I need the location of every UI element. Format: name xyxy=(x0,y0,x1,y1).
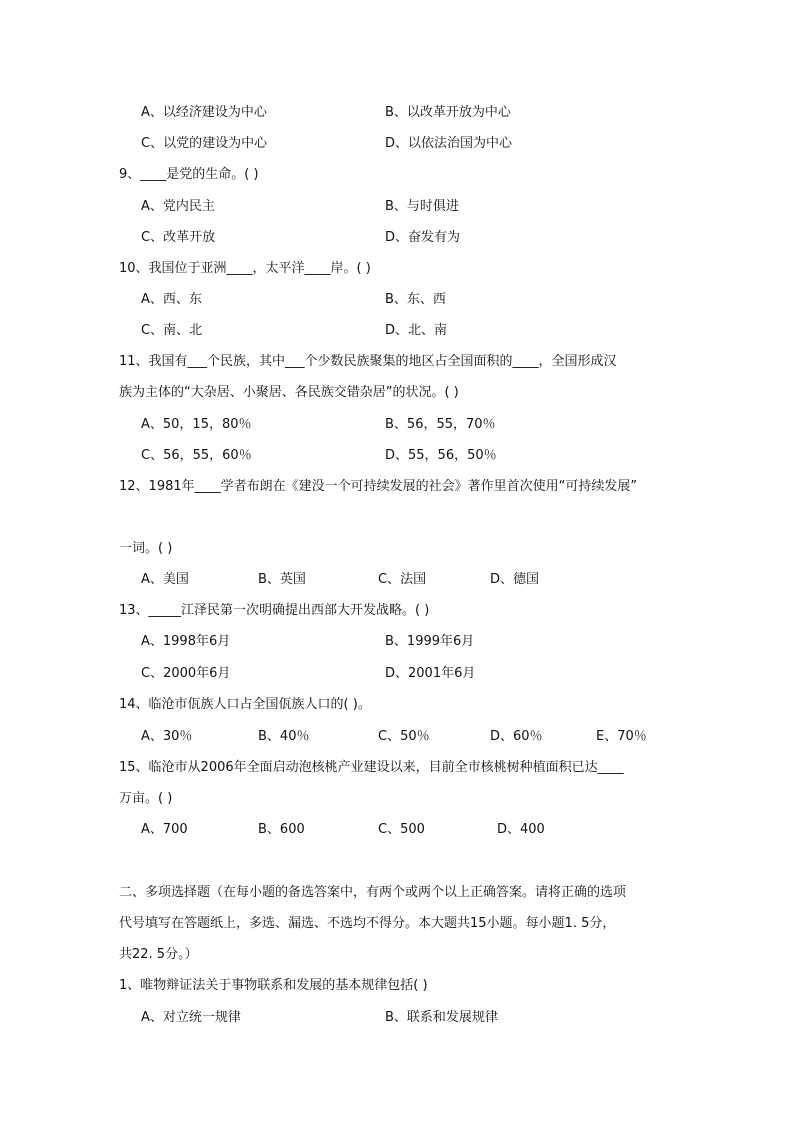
q8-option-b: B、以改革开放为中心 xyxy=(385,105,511,120)
q10-option-b: B、东、西 xyxy=(385,292,446,307)
q11-option-a: A、50，15，80％ xyxy=(141,417,252,432)
q13-option-d: D、2001年6月 xyxy=(385,666,476,681)
q15-stem-line2: 万亩。( ) xyxy=(119,791,173,806)
q15-option-c: C、500 xyxy=(378,822,425,837)
q10-stem: 10、我国位于亚洲____，太平洋____岸。( ) xyxy=(119,261,371,276)
q10-option-d: D、北、南 xyxy=(385,323,448,338)
q12-option-b: B、英国 xyxy=(258,572,306,587)
q11-option-d: D、55，56，50％ xyxy=(385,448,497,463)
m1-stem: 1、唯物辩证法关于事物联系和发展的基本规律包括( ) xyxy=(119,978,428,993)
q15-option-b: B、600 xyxy=(258,822,305,837)
q8-option-a: A、以经济建设为中心 xyxy=(141,105,267,120)
q14-option-b: B、40％ xyxy=(258,729,310,744)
q12-stem-line2: 一词。( ) xyxy=(119,541,173,556)
q10-option-c: C、南、北 xyxy=(141,323,203,338)
q14-stem: 14、临沧市佤族人口占全国佤族人口的( )。 xyxy=(119,697,371,712)
q13-option-a: A、1998年6月 xyxy=(141,634,231,649)
q10-option-a: A、西、东 xyxy=(141,292,202,307)
q12-option-d: D、德国 xyxy=(490,572,540,587)
q13-option-b: B、1999年6月 xyxy=(385,634,475,649)
q9-option-d: D、奋发有为 xyxy=(385,230,461,245)
q8-option-d: D、以依法治国为中心 xyxy=(385,136,513,151)
q15-option-d: D、400 xyxy=(497,822,545,837)
q12-option-a: A、美国 xyxy=(141,572,189,587)
q13-stem: 13、_____江泽民第一次明确提出西部大开发战略。( ) xyxy=(119,603,430,618)
q9-stem: 9、____是党的生命。( ) xyxy=(119,167,259,182)
q11-option-c: C、56，55，60％ xyxy=(141,448,252,463)
q11-stem-line2: 族为主体的“大杂居、小聚居、各民族交错杂居”的状况。( ) xyxy=(119,385,459,400)
q14-option-d: D、60％ xyxy=(490,729,543,744)
q14-option-c: C、50％ xyxy=(378,729,430,744)
q11-option-b: B、56，55，70％ xyxy=(385,417,496,432)
q13-option-c: C、2000年6月 xyxy=(141,666,231,681)
section2-heading-line2: 代号填写在答题纸上，多选、漏选、不选均不得分。本大题共15小题。每小题1. 5分， xyxy=(119,916,616,931)
q15-option-a: A、700 xyxy=(141,822,188,837)
q9-option-c: C、改革开放 xyxy=(141,230,216,245)
m1-option-a: A、对立统一规律 xyxy=(141,1010,241,1025)
q15-stem-line1: 15、临沧市从2006年全面启动泡核桃产业建设以来，目前全市核桃树种植面积已达____ xyxy=(119,760,624,775)
q9-option-a: A、党内民主 xyxy=(141,199,215,214)
m1-option-b: B、联系和发展规律 xyxy=(385,1010,498,1025)
section2-heading-line1: 二、多项选择题（在每小题的备选答案中，有两个或两个以上正确答案。请将正确的选项 xyxy=(119,885,627,900)
q11-stem-line1: 11、我国有___个民族，其中___个少数民族聚集的地区占全国面积的____，全国形成汉 xyxy=(119,354,617,369)
q9-option-b: B、与时俱进 xyxy=(385,199,459,214)
section2-heading-line3: 共22. 5分。） xyxy=(119,947,198,962)
q14-option-a: A、30％ xyxy=(141,729,193,744)
q12-option-c: C、法国 xyxy=(378,572,427,587)
q12-stem-line1: 12、1981年____学者布朗在《建没一个可持续发展的社会》著作里首次使用“可持续发展” xyxy=(119,479,638,494)
q8-option-c: C、以党的建设为中心 xyxy=(141,136,268,151)
q14-option-e: E、70％ xyxy=(596,729,647,744)
